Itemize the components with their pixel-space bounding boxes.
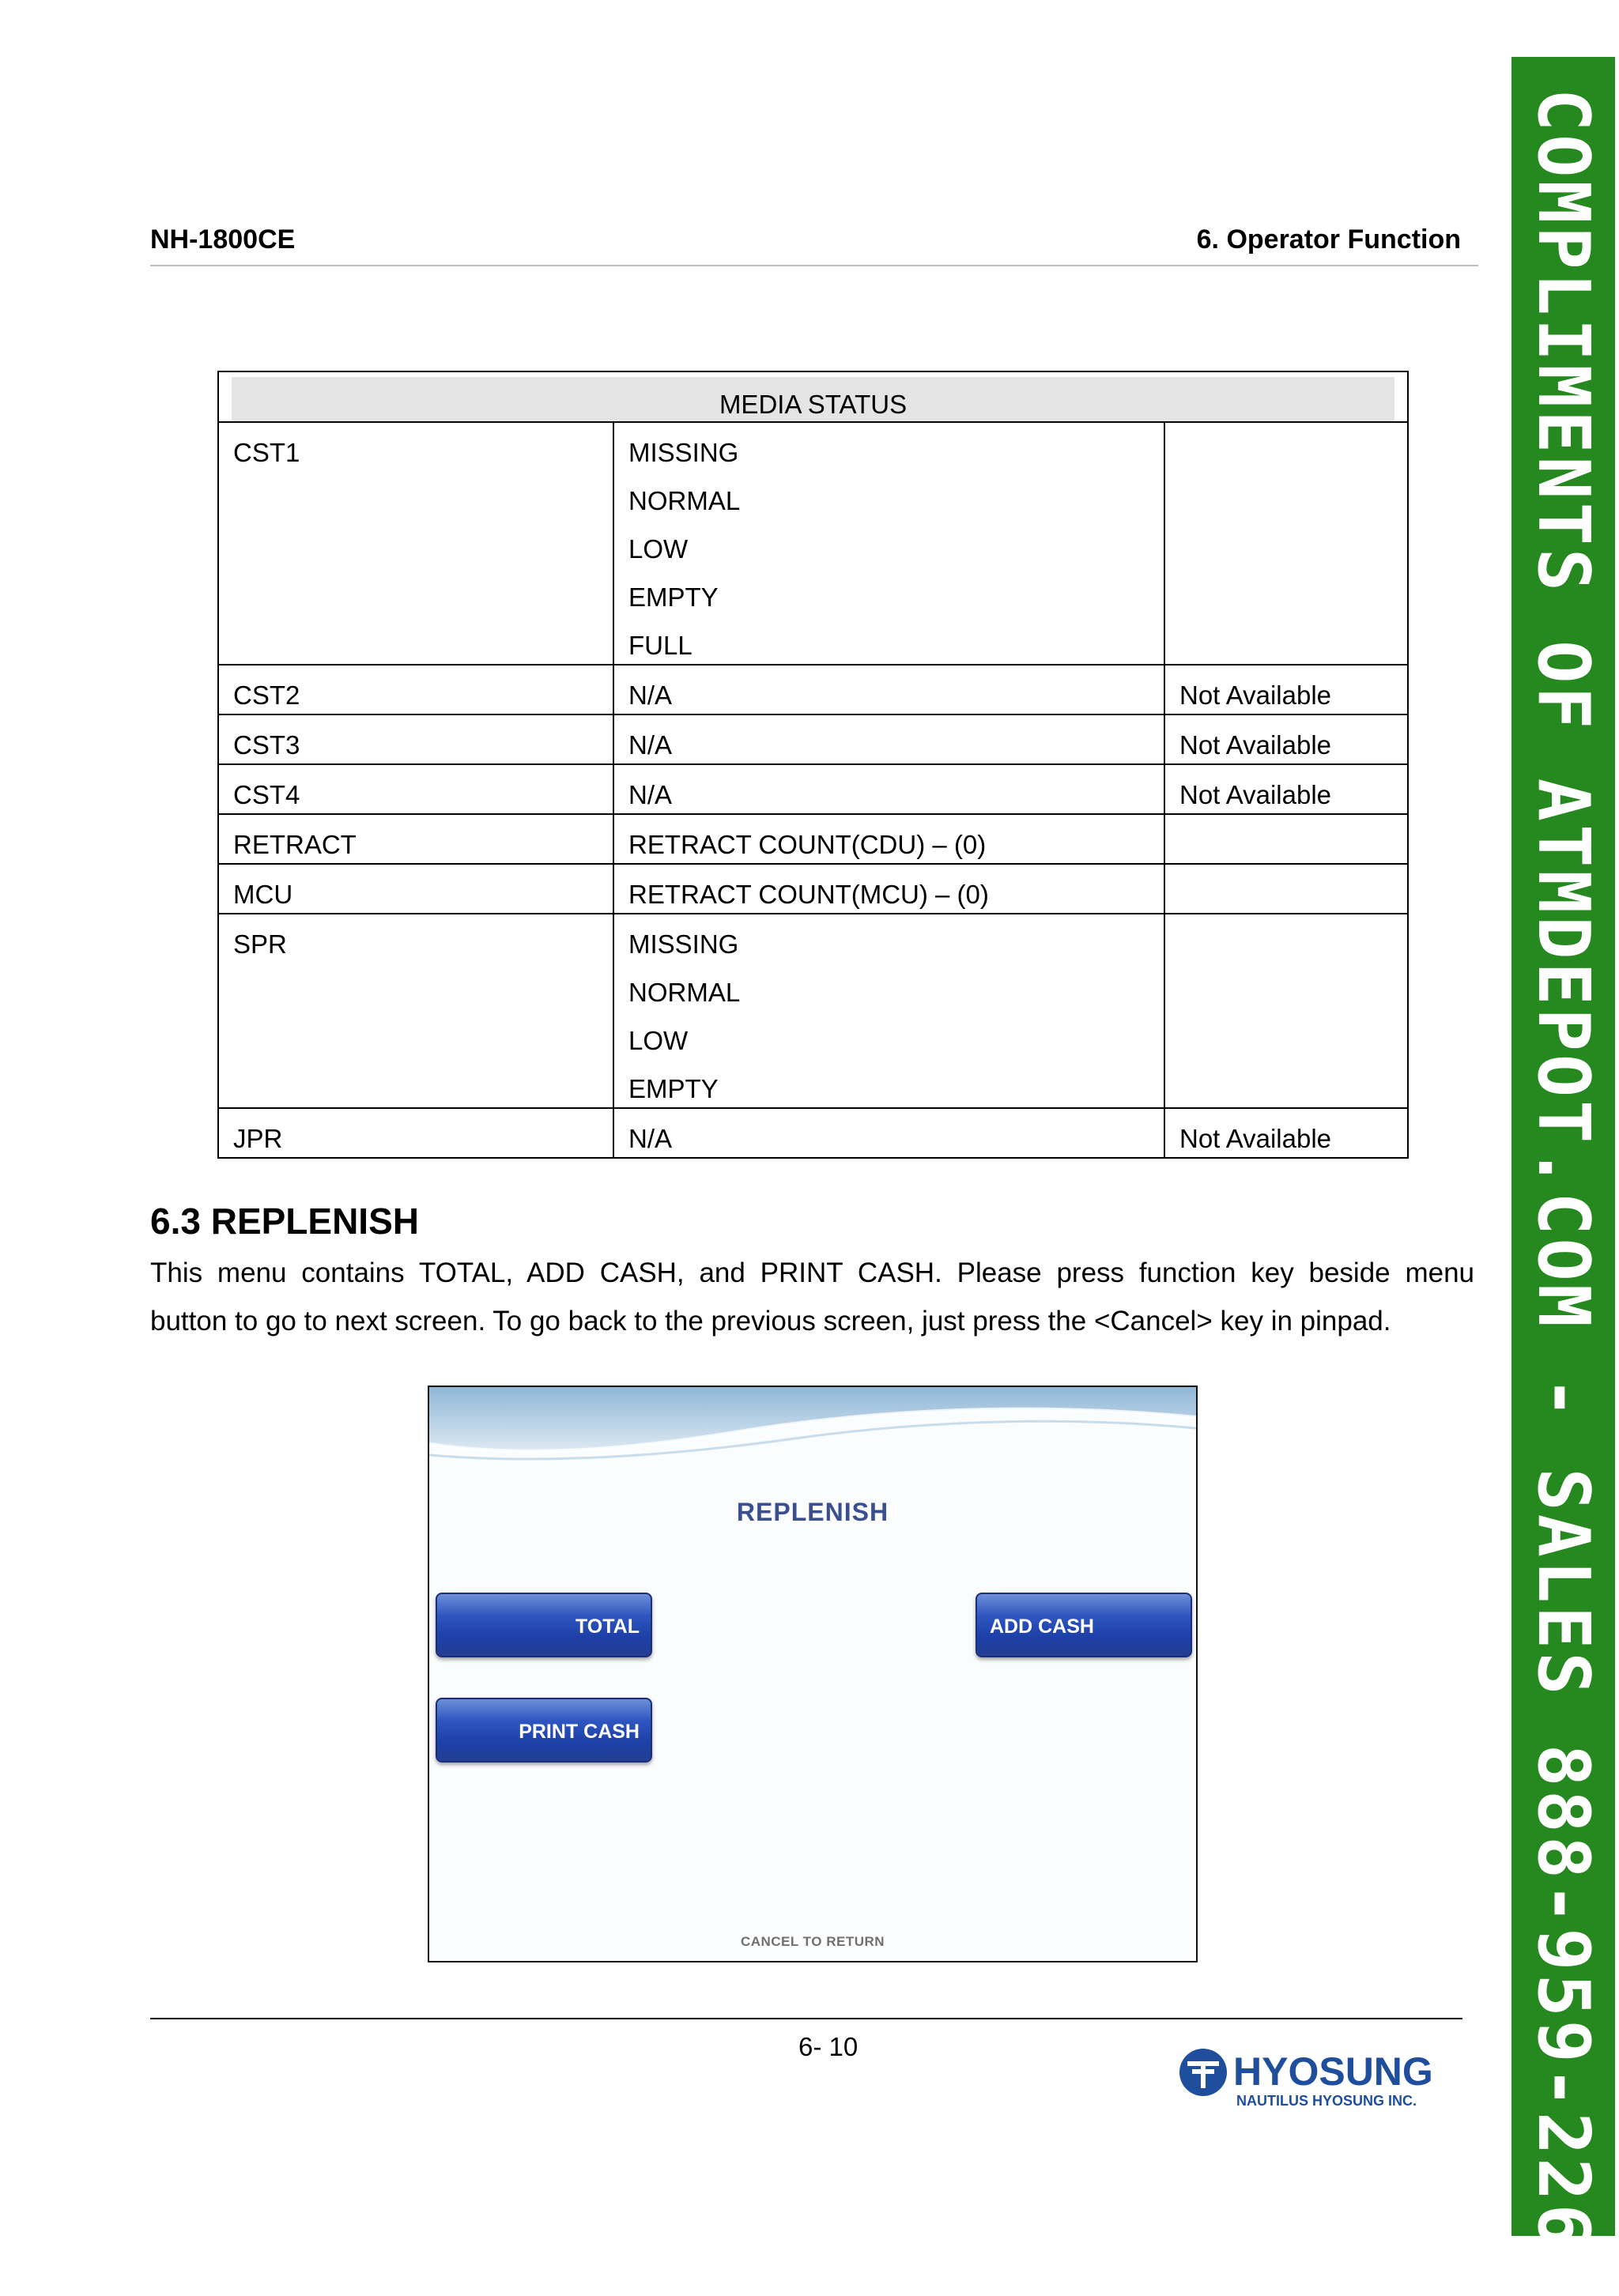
device-name: RETRACT [233,830,357,859]
note-value: Not Available [1179,1124,1332,1153]
section-paragraph [150,1249,1474,1345]
device-cell [218,864,613,914]
status-cell [613,814,1164,864]
paragraph-line: button to go to next screen. To go back to the previous screen, just press the <Cancel> key in pinpad. [150,1306,1391,1337]
atm-screen-screenshot [428,1386,1198,1962]
table-row [218,764,1408,814]
note-cell [1164,714,1408,764]
note-value [1179,815,1407,863]
device-cell [218,764,613,814]
note-cell [1164,914,1408,1108]
device-cell [218,814,613,864]
table-row [218,864,1408,914]
device-cell [218,665,613,714]
note-cell [1164,422,1408,665]
status-value: NORMAL [628,486,741,515]
status-value: EMPTY [628,1074,719,1103]
note-value [1179,423,1407,471]
status-value: NORMAL [628,978,741,1007]
device-name: CST3 [233,730,300,760]
status-cell [613,914,1164,1108]
device-name: CST2 [233,681,300,710]
status-value: MISSING [628,438,739,467]
table-body [218,422,1408,1158]
note-value [1179,865,1407,913]
sales-banner [1511,57,1615,2296]
status-cell [613,764,1164,814]
status-cell [613,1108,1164,1158]
add-cash-button[interactable]: ADD CASH [976,1593,1192,1657]
table-row [218,914,1408,1108]
device-name: SPR [233,929,287,959]
device-name: JPR [233,1124,283,1153]
status-cell [613,864,1164,914]
status-value: RETRACT COUNT(MCU) – (0) [628,880,989,909]
note-cell [1164,814,1408,864]
note-value: Not Available [1179,730,1332,760]
table-header-cell [218,371,1408,422]
logo-subtitle: NAUTILUS HYOSUNG INC. [1236,2093,1417,2109]
status-value: N/A [628,1124,673,1153]
hyosung-logo [1176,2045,1453,2117]
cancel-to-return-hint: CANCEL TO RETURN [740,1934,885,1949]
note-value: Not Available [1179,780,1332,809]
note-cell [1164,764,1408,814]
status-value: N/A [628,780,673,809]
footer-divider [150,2018,1462,2019]
table-row [218,714,1408,764]
hyosung-logo-icon [1179,2049,1227,2096]
status-cell [613,714,1164,764]
section-title: 6.3 REPLENISH [150,1201,419,1242]
status-value: FULL [628,631,693,660]
status-cell [613,422,1164,665]
note-cell [1164,1108,1408,1158]
status-value: RETRACT COUNT(CDU) – (0) [628,830,987,859]
device-name: CST4 [233,780,300,809]
device-cell [218,422,613,665]
status-value: LOW [628,1026,689,1055]
status-value: N/A [628,730,673,760]
total-button[interactable]: TOTAL [436,1593,652,1657]
status-value: EMPTY [628,582,719,612]
logo-wordmark: HYOSUNG [1233,2049,1433,2094]
print-cash-button[interactable]: PRINT CASH [436,1698,652,1763]
table-row [218,1108,1408,1158]
device-cell [218,714,613,764]
device-name: MCU [233,880,293,909]
banner-text: COMPLIMENTS OF ATMDEPOT.COM - SALES 888-959-2269 [1522,89,1605,2296]
table-header-row [218,371,1408,422]
page-number: 6- 10 [798,2032,859,2061]
status-value: N/A [628,681,673,710]
status-value: MISSING [628,929,739,959]
device-cell [218,1108,613,1158]
table-row [218,665,1408,714]
device-cell [218,914,613,1108]
header-wave-graphic [429,1387,1196,1482]
paragraph-line: This menu contains TOTAL, ADD CASH, and PRINT CASH. Please press function key beside menu [150,1257,1474,1288]
note-value [1179,914,1407,963]
table-row [218,814,1408,864]
screen-title: REPLENISH [736,1498,889,1526]
note-cell [1164,864,1408,914]
device-name: CST1 [233,438,300,467]
header-chapter: 6. Operator Function [1196,224,1461,254]
header-model: NH-1800CE [150,224,296,254]
note-value: Not Available [1179,681,1332,710]
header-divider [150,265,1478,266]
note-cell [1164,665,1408,714]
status-cell [613,665,1164,714]
table-row [218,422,1408,665]
status-value: LOW [628,534,689,564]
media-status-table [217,371,1409,1159]
table-title: MEDIA STATUS [232,377,1394,421]
